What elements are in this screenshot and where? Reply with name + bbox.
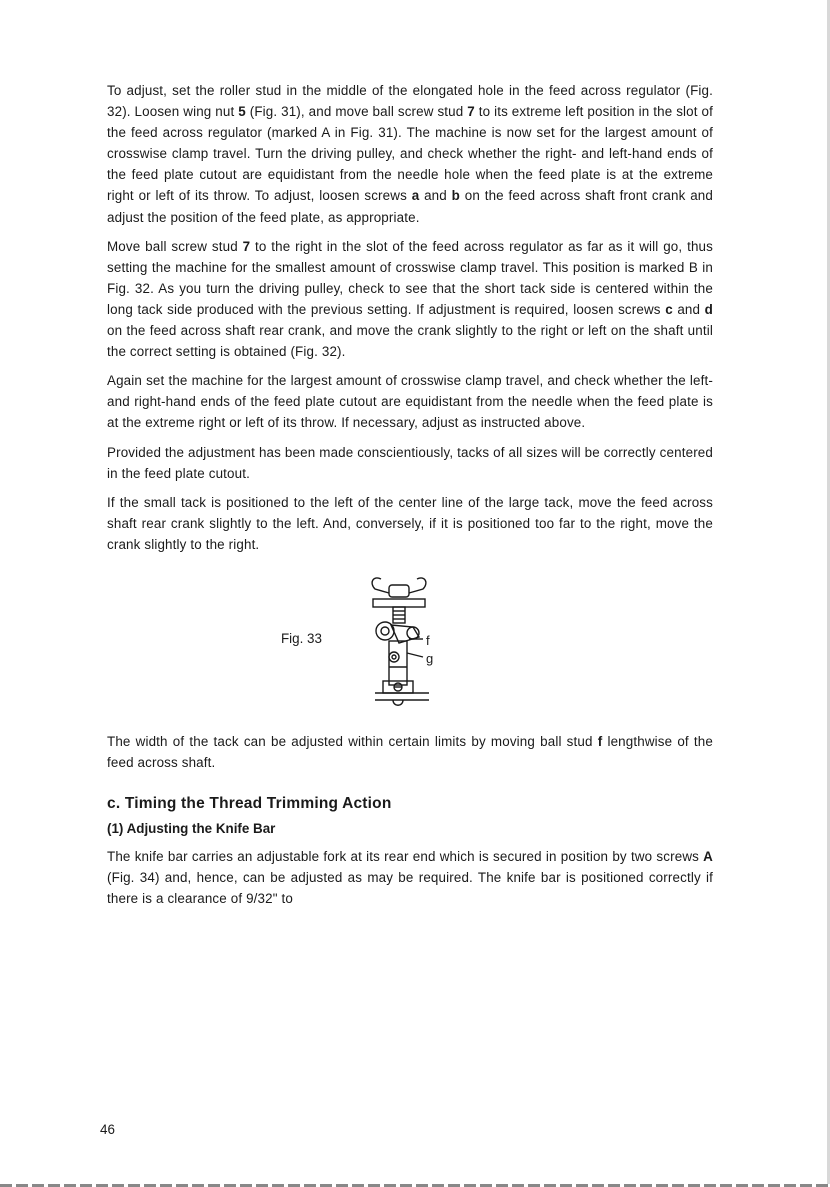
paragraph-adjust-roller-stud: To adjust, set the roller stud in the middle of the elongated hole in the feed across regulator (Fig. 32). Loosen wing nut 5 (Fig. 31), and move ball screw stud 7 to its extreme left position in the slot of the feed across regulator (marked A in Fig. 31). The machine is now set for the largest amount of crosswise clamp travel. Turn the driving pulley, and check whether the right- and left-hand ends of the feed plate cutout are equidistant from the needle hole when the feed plate is at the extreme right or left of its throw. To adjust, loosen screws a and b on the feed across shaft front crank and adjust the position of the feed plate, as appropriate. [107,83,713,225]
ref-screw-b: b [451,188,460,204]
ref-screws-a: A [703,849,713,865]
paragraph-small-tack-position: If the small tack is positioned to the left of the center line of the large tack, move the feed across shaft rear crank slightly to the left. And, conversely, if it is positioned too far to the right, move the crank slightly to the right. [107,494,713,552]
wing-nut-right-wing [409,578,426,593]
section-heading: c. Timing the Thread Trimming Action [107,795,392,813]
ref-screw-d: d [704,301,713,317]
label-g: g [426,650,434,666]
stud-screw-head [389,652,399,662]
clearance-fraction: 9/32" [246,891,278,907]
paragraph-smallest-travel: Move ball screw stud 7 to the right in the slot of the feed across regulator as far as it will go, thus setting the machine for the smallest amount of crosswise clamp travel. This position is marked B in Fig. 32. As you turn the driving pulley, check to see that the short tack side is centered within the long tack side produced with the previous setting. If adjustment is required, loosen screws c and d on the feed across shaft rear crank, and move the crank slightly to the right or left on the shaft until the correct setting is obtained (Fig. 32). [107,238,713,360]
figure-33 [107,569,713,719]
ref-screw-c: c [665,301,673,317]
subsection-heading: (1) Adjusting the Knife Bar [107,821,276,837]
clamp-bar-top [373,599,425,607]
paragraph-tack-width: The width of the tack can be adjusted within certain limits by moving ball stud f lengthwise of the feed across shaft. [107,733,713,771]
figure-caption: Fig. 33 [281,630,322,646]
page-number: 46 [100,1122,115,1137]
stud-shaft [389,641,407,685]
lower-hook [393,700,403,705]
paragraph-recheck-largest: Again set the machine for the largest amount of crosswise clamp travel, and check whether the left- and right-hand ends of the feed plate cutout are equidistant from the needle when the feed plate is at the extreme right or left of its throw. If necessary, adjust as instructed above. [107,373,713,431]
wing-nut-body [389,585,409,597]
ball-stud-illustration [329,569,469,719]
ref-ball-screw-stud-7: 7 [467,104,475,120]
paragraph-knife-bar: The knife bar carries an adjustable fork at its rear end which is secured in position by two screws A (Fig. 34) and, hence, can be adjusted as may be required. The knife bar is positioned correctly if there is a clearance of 9/32" to [107,849,713,907]
ref-screw-a: a [411,188,420,204]
ref-ball-stud-f: f [597,733,603,749]
wing-nut-left-wing [372,578,389,593]
label-f: f [426,632,430,648]
leader-line-g [407,653,423,657]
ref-ball-screw-stud-7: 7 [242,238,251,254]
page-body [107,80,713,917]
ref-wing-nut-5: 5 [238,104,246,120]
paragraph-tacks-centered: Provided the adjustment has been made conscientiously, tacks of all sizes will be correctly centered in the feed plate cutout. [107,444,713,481]
